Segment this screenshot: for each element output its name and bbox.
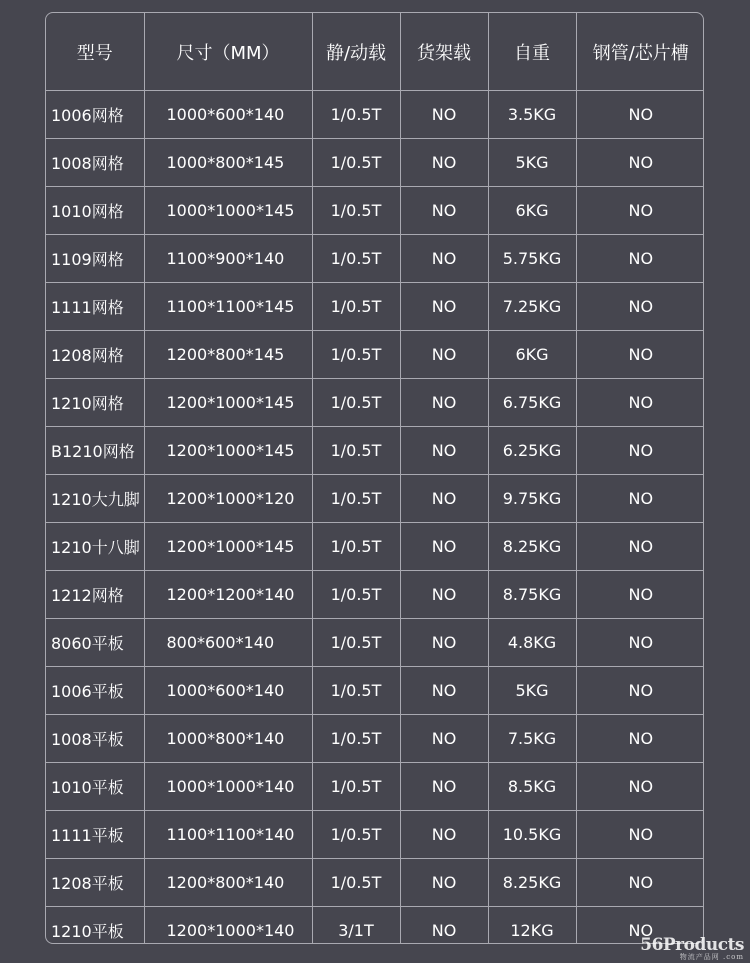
cell-steel-tube: NO (576, 331, 704, 379)
cell-weight: 5KG (488, 139, 576, 187)
table-row (46, 859, 704, 907)
cell-load: 1/0.5T (312, 811, 400, 859)
column-header-rack-load: 货架载 (400, 13, 488, 91)
cell-size: 1000*600*140 (144, 667, 312, 715)
cell-steel-tube: NO (576, 715, 704, 763)
cell-weight: 4.8KG (488, 619, 576, 667)
cell-rack-load: NO (400, 667, 488, 715)
cell-rack-load: NO (400, 283, 488, 331)
cell-steel-tube: NO (576, 859, 704, 907)
cell-rack-load: NO (400, 763, 488, 811)
cell-weight: 3.5KG (488, 91, 576, 139)
cell-size: 1000*1000*140 (144, 763, 312, 811)
cell-model: 8060平板 (46, 619, 144, 667)
cell-load: 1/0.5T (312, 187, 400, 235)
cell-rack-load: NO (400, 715, 488, 763)
cell-load: 1/0.5T (312, 715, 400, 763)
cell-size: 1200*1000*145 (144, 379, 312, 427)
cell-steel-tube: NO (576, 619, 704, 667)
cell-steel-tube: NO (576, 907, 704, 945)
cell-weight: 8.5KG (488, 763, 576, 811)
cell-load: 1/0.5T (312, 619, 400, 667)
cell-weight: 7.5KG (488, 715, 576, 763)
cell-steel-tube: NO (576, 475, 704, 523)
cell-steel-tube: NO (576, 571, 704, 619)
watermark-main: 56Products (640, 935, 744, 955)
table-row (46, 811, 704, 859)
cell-rack-load: NO (400, 379, 488, 427)
spec-table-container (45, 12, 704, 944)
cell-steel-tube: NO (576, 187, 704, 235)
cell-rack-load: NO (400, 859, 488, 907)
cell-load: 1/0.5T (312, 91, 400, 139)
cell-load: 1/0.5T (312, 475, 400, 523)
cell-rack-load: NO (400, 235, 488, 283)
cell-model: 1111网格 (46, 283, 144, 331)
cell-size: 1200*1000*145 (144, 523, 312, 571)
table-row (46, 379, 704, 427)
cell-weight: 5.75KG (488, 235, 576, 283)
column-header-steel-tube: 钢管/芯片槽 (576, 13, 704, 91)
cell-weight: 6KG (488, 331, 576, 379)
cell-weight: 8.25KG (488, 523, 576, 571)
cell-steel-tube: NO (576, 283, 704, 331)
cell-steel-tube: NO (576, 91, 704, 139)
watermark-sub: 物流产品网 .com (679, 953, 744, 961)
cell-rack-load: NO (400, 475, 488, 523)
cell-steel-tube: NO (576, 235, 704, 283)
column-header-weight: 自重 (488, 13, 576, 91)
watermark-logo (640, 935, 744, 961)
cell-load: 1/0.5T (312, 379, 400, 427)
cell-steel-tube: NO (576, 811, 704, 859)
table-row (46, 475, 704, 523)
table-row (46, 907, 704, 945)
cell-size: 1000*800*145 (144, 139, 312, 187)
cell-rack-load: NO (400, 523, 488, 571)
cell-size: 1000*1000*145 (144, 187, 312, 235)
cell-size: 1000*600*140 (144, 91, 312, 139)
cell-weight: 9.75KG (488, 475, 576, 523)
cell-steel-tube: NO (576, 139, 704, 187)
table-row (46, 667, 704, 715)
cell-weight: 6.25KG (488, 427, 576, 475)
cell-load: 1/0.5T (312, 763, 400, 811)
cell-load: 1/0.5T (312, 523, 400, 571)
cell-model: 1008网格 (46, 139, 144, 187)
cell-load: 1/0.5T (312, 667, 400, 715)
cell-steel-tube: NO (576, 379, 704, 427)
cell-rack-load: NO (400, 139, 488, 187)
cell-size: 800*600*140 (144, 619, 312, 667)
cell-load: 1/0.5T (312, 235, 400, 283)
cell-rack-load: NO (400, 811, 488, 859)
cell-model: 1010平板 (46, 763, 144, 811)
cell-rack-load: NO (400, 91, 488, 139)
cell-load: 1/0.5T (312, 427, 400, 475)
cell-size: 1200*800*145 (144, 331, 312, 379)
cell-rack-load: NO (400, 187, 488, 235)
table-row (46, 427, 704, 475)
cell-rack-load: NO (400, 427, 488, 475)
column-header-model: 型号 (46, 13, 144, 91)
cell-model: 1111平板 (46, 811, 144, 859)
cell-steel-tube: NO (576, 523, 704, 571)
cell-rack-load: NO (400, 331, 488, 379)
cell-rack-load: NO (400, 907, 488, 945)
cell-model: 1008平板 (46, 715, 144, 763)
cell-size: 1200*1000*140 (144, 907, 312, 945)
cell-rack-load: NO (400, 619, 488, 667)
table-row (46, 523, 704, 571)
cell-model: 1208网格 (46, 331, 144, 379)
cell-model: 1006网格 (46, 91, 144, 139)
cell-size: 1000*800*140 (144, 715, 312, 763)
cell-size: 1100*1100*140 (144, 811, 312, 859)
cell-weight: 10.5KG (488, 811, 576, 859)
table-row (46, 139, 704, 187)
table-row (46, 571, 704, 619)
cell-weight: 6.75KG (488, 379, 576, 427)
cell-rack-load: NO (400, 571, 488, 619)
cell-load: 1/0.5T (312, 139, 400, 187)
table-row (46, 283, 704, 331)
cell-size: 1200*800*140 (144, 859, 312, 907)
column-header-load: 静/动载 (312, 13, 400, 91)
cell-weight: 8.25KG (488, 859, 576, 907)
column-header-size: 尺寸（MM） (144, 13, 312, 91)
cell-load: 1/0.5T (312, 859, 400, 907)
cell-model: 1109网格 (46, 235, 144, 283)
cell-size: 1200*1200*140 (144, 571, 312, 619)
cell-weight: 12KG (488, 907, 576, 945)
cell-steel-tube: NO (576, 763, 704, 811)
cell-size: 1100*1100*145 (144, 283, 312, 331)
cell-steel-tube: NO (576, 427, 704, 475)
cell-load: 1/0.5T (312, 283, 400, 331)
cell-steel-tube: NO (576, 667, 704, 715)
table-row (46, 619, 704, 667)
cell-model: B1210网格 (46, 427, 144, 475)
cell-model: 1006平板 (46, 667, 144, 715)
cell-model: 1212网格 (46, 571, 144, 619)
table-row (46, 187, 704, 235)
cell-size: 1100*900*140 (144, 235, 312, 283)
cell-weight: 6KG (488, 187, 576, 235)
cell-load: 1/0.5T (312, 331, 400, 379)
cell-weight: 5KG (488, 667, 576, 715)
table-row (46, 91, 704, 139)
cell-model: 1210网格 (46, 379, 144, 427)
cell-weight: 7.25KG (488, 283, 576, 331)
table-row (46, 715, 704, 763)
cell-model: 1210大九脚 (46, 475, 144, 523)
cell-model: 1010网格 (46, 187, 144, 235)
cell-model: 1208平板 (46, 859, 144, 907)
cell-model: 1210平板 (46, 907, 144, 945)
table-row (46, 331, 704, 379)
table-header-row (46, 13, 704, 91)
cell-model: 1210十八脚 (46, 523, 144, 571)
cell-load: 1/0.5T (312, 571, 400, 619)
table-row (46, 235, 704, 283)
cell-weight: 8.75KG (488, 571, 576, 619)
table-body (46, 91, 704, 945)
cell-size: 1200*1000*145 (144, 427, 312, 475)
cell-size: 1200*1000*120 (144, 475, 312, 523)
spec-table (46, 13, 704, 944)
cell-load: 3/1T (312, 907, 400, 945)
table-row (46, 763, 704, 811)
